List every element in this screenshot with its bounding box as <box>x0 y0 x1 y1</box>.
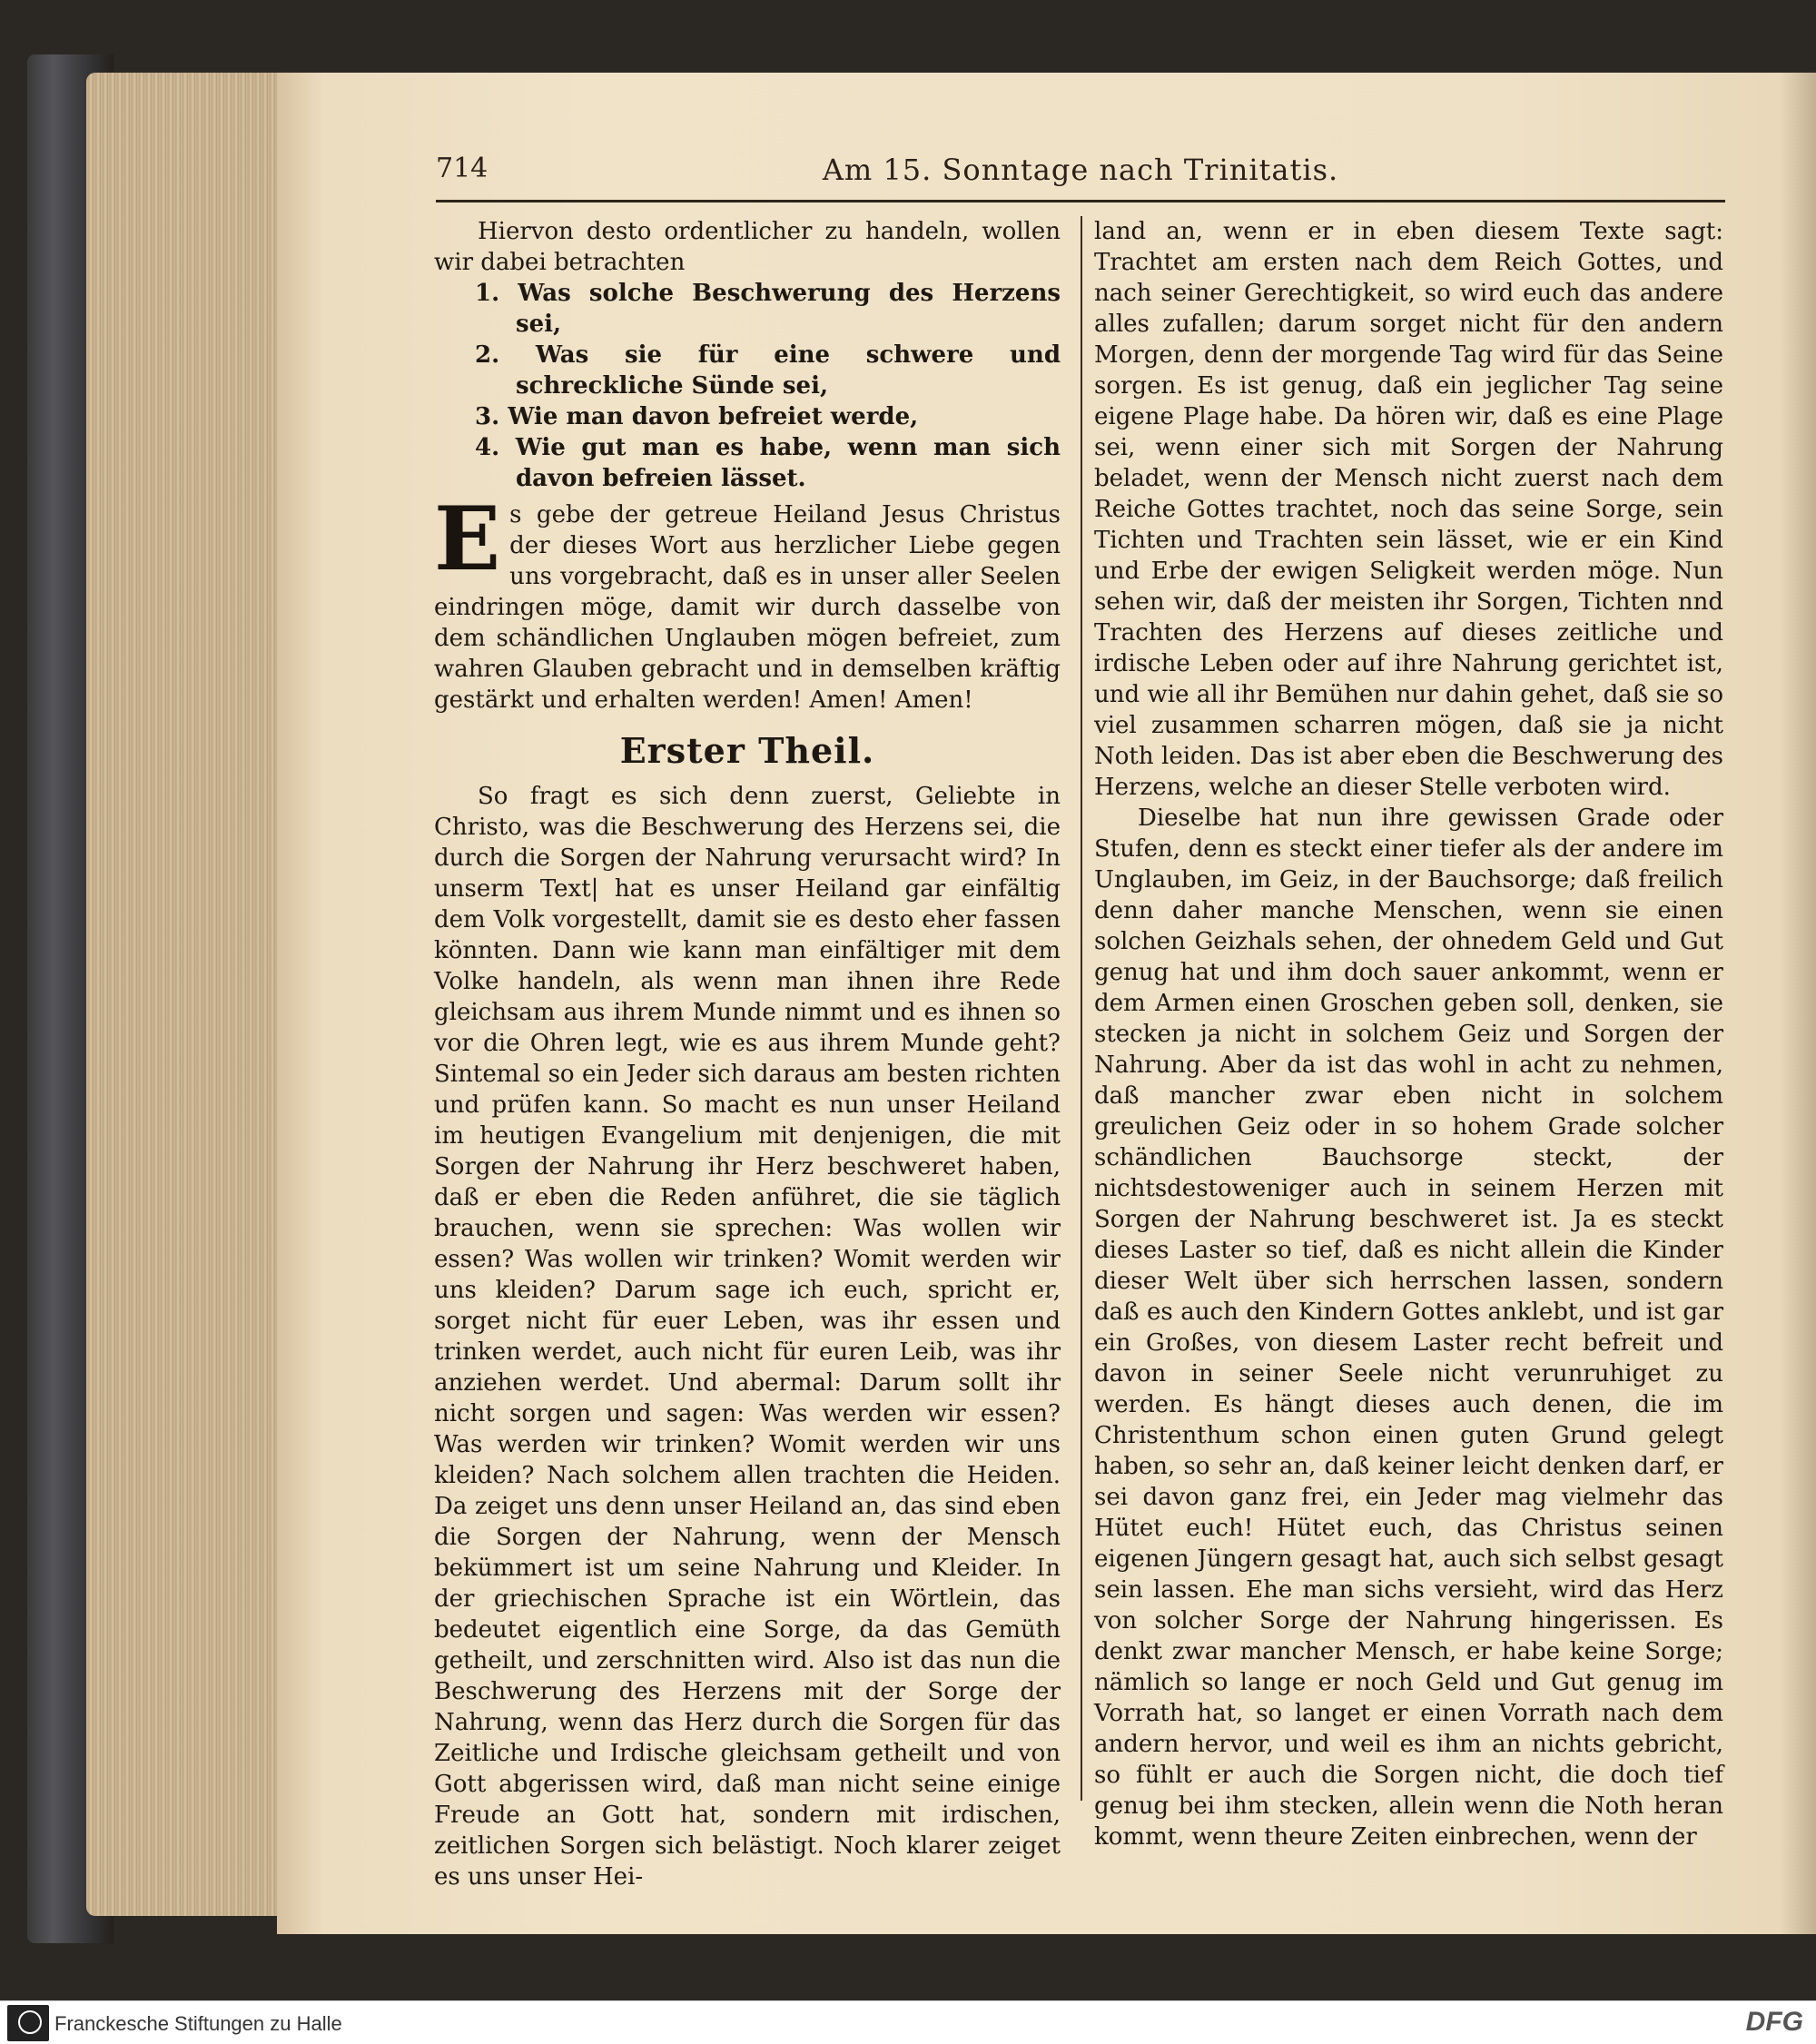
page-header <box>436 153 1725 198</box>
dfg-logo: DFG <box>1745 2007 1803 2037</box>
intro-text: Hiervon desto ordentlicher zu handeln, wollen wir dabei betrachten <box>434 218 1061 276</box>
prayer-text: s gebe der getreue Heiland Jesus Christus der dieses Wort aus herzlicher Liebe gegen uns vorgebracht, daß es in unser aller Seelen eindringen möge, damit wir durch dasselbe von dem schändlichen Unglauben mögen befreiet, zum wahren Glauben gebracht und in demselben kräftig gestärkt und erhalten werden! Amen! Amen! <box>434 501 1061 714</box>
body-paragraph: So fragt es sich denn zuerst, Geliebte in Christo, was die Beschwerung des Herzens sei, die durch die Sorgen der Nahrung verursacht wird? In unserm Text| hat es unser Heiland gar einfältig dem Volk vorgestellt, damit sie es desto eher fassen könnten. Dann wie kann man einfältiger mit dem Volke handeln, als wenn man ihnen ihre Rede gleichsam aus ihrem Munde nimmt und es ihnen so vor die Ohren legt, wie es aus ihrem Munde geht? Sintemal so ein Jeder sich daraus am besten richten und prüfen kann. So macht es nun unser Heiland im heutigen Evangelium mit denjenigen, die mit Sorgen der Nahrung ihr Herz beschweret haben, daß er eben die Reden anführet, die sie täglich brauchen, wenn sie sprechen: Was wollen wir essen? Was wollen wir trinken? Womit werden wir uns kleiden? Darum sage ich euch, spricht er, sorget nicht für euer Leben, was ihr essen und trinken werdet, auch nicht für euren Leib, was ihr anziehen werdet. Und abermal: Darum sollt ihr nicht sorgen und sagen: Was werden wir essen? Was werden wir trinken? Womit werden wir uns kleiden? Nach solchem allen trachten die Heiden. Da zeiget uns denn unser Heiland an, das sind eben die Sorgen der Nahrung, wenn der Mensch bekümmert ist um seine Nahrung und Kleider. In der griechischen Sprache ist ein Wörtlein, das bedeutet eigentlich eine Sorge, da das Gemüth getheilt, und zerschnitten wird. Also ist das nun die Beschwerung des Herzens mit der Sorge der Nahrung, wenn das Herz durch die Sorgen für das Zeitliche und Irdische gleichsam getheilt und von Gott abgerissen wird, daß man nicht seine einige Freude an Gott hat, sondern mit irdischen, zeitlichen Sorgen sich belästigt. Noch klarer zeiget es uns unser Hei- <box>434 783 1061 1891</box>
left-column <box>434 216 1061 1892</box>
body-paragraph: land an, wenn er in eben diesem Texte sagt: Trachtet am ersten nach dem Reich Gottes, und nach seiner Gerechtigkeit, so wird euch das andere alles zufallen; darum sorget nicht für den andern Morgen, denn der morgende Tag wird für das Seine sorgen. Es ist genug, daß ein jeglicher Tag seine eigene Plage habe. Da hören wir, daß es eine Plage sei, wenn einer sich mit Sorgen der Nahrung beladet, wenn der Mensch nicht zuerst nach dem Reiche Gottes trachtet, noch das seine Sorge, sein Tichten und Trachten sein lässet, wie er ein Kind und Erbe der ewigen Seligkeit werden möge. Nun sehen wir, daß der meisten ihr Sorgen, Tichten nnd Trachten des Herzens auf dieses zeitliche und irdische Leben oder auf ihre Nahrung gerichtet ist, und wie all ihr Bemühen nur dahin gehet, daß sie so viel zusammen scharren mögen, daß sie ja nicht Noth leiden. Das ist aber eben die Beschwerung des Herzens, welche an dieser Stelle verboten wird. <box>1094 218 1723 801</box>
institution-logo-icon <box>7 2005 49 2041</box>
body-paragraph: Dieselbe hat nun ihre gewissen Grade oder Stufen, denn es steckt einer tiefer als der andere im Unglauben, im Geiz, in der Bauchsorge; daß freilich denn daher manche Menschen, wenn sie einen solchen Geizhals sehen, der ohnedem Geld und Gut genug hat und ihm doch sauer ankommt, wenn er dem Armen einen Groschen geben soll, denken, sie stecken ja nicht in solchem Geiz und Sorgen der Nahrung. Aber da ist das wohl in acht zu nehmen, daß mancher zwar eben nicht in solchem greulichen Geiz oder in so hohem Grade solcher schändlichen Bauchsorge steckt, der nichtsdestoweniger auch in seinem Herzen mit Sorgen der Nahrung beschweret ist. Ja es steckt dieses Laster so tief, daß es nicht allein die Kinder dieser Welt über sich herrschen lassen, sondern daß es auch den Kindern Gottes anklebt, und ist gar ein Großes, von diesem Laster recht befreit und davon in seiner Seele nicht verunruhiget zu werden. Es hängt dieses auch denen, die im Christenthum schon einen guten Grund gelegt haben, so sehr an, daß keiner leicht denken darf, er sei davon ganz frei, ein Jeder mag vielmehr das Hütet euch! Hütet euch, das Christus seinen eigenen Jüngern gesagt hat, auch sich selbst gesagt sein lassen. Ehe man sichs versieht, wird das Herz von solcher Sorge der Nahrung hingerissen. Es denkt zwar mancher Mensch, er habe keine Sorge; nämlich so lange er noch Geld und Gut genug im Vorrath hat, so langet er einen Vorrath nach dem andern hervor, und weil es ihm an nichts gebricht, so fühlt er auch die Sorgen nicht, die doch tief genug bei ihm stecken, allein wenn die Noth heran kommt, wenn theure Zeiten einbrechen, wenn der <box>1094 805 1723 1851</box>
sermon-point: 4. Wie gut man es habe, wenn man sich davon befreien lässet. <box>475 434 1061 492</box>
sermon-point: 3. Wie man davon befreiet werde, <box>475 403 919 430</box>
page-number: 714 <box>436 153 489 184</box>
page-gutter-shadow <box>1780 73 1816 1934</box>
header-rule <box>436 200 1725 202</box>
viewer-footer <box>0 2000 1816 2044</box>
prayer-paragraph <box>434 488 1061 716</box>
sermon-point: 1. Was solche Beschwerung des Herzens sei, <box>475 280 1061 338</box>
drop-cap-initial: E <box>434 488 501 590</box>
column-divider <box>1081 216 1082 1801</box>
sermon-point: 2. Was sie für eine schwere und schreckliche Sünde sei, <box>475 341 1061 400</box>
section-heading: Erster Theil. <box>619 730 875 771</box>
sermon-points <box>434 278 1061 494</box>
running-title: Am 15. Sonntage nach Trinitatis. <box>822 153 1339 187</box>
right-column <box>1094 216 1723 1852</box>
institution-label: Franckesche Stiftungen zu Halle <box>54 2012 342 2035</box>
page-stack-edges <box>86 73 286 1916</box>
